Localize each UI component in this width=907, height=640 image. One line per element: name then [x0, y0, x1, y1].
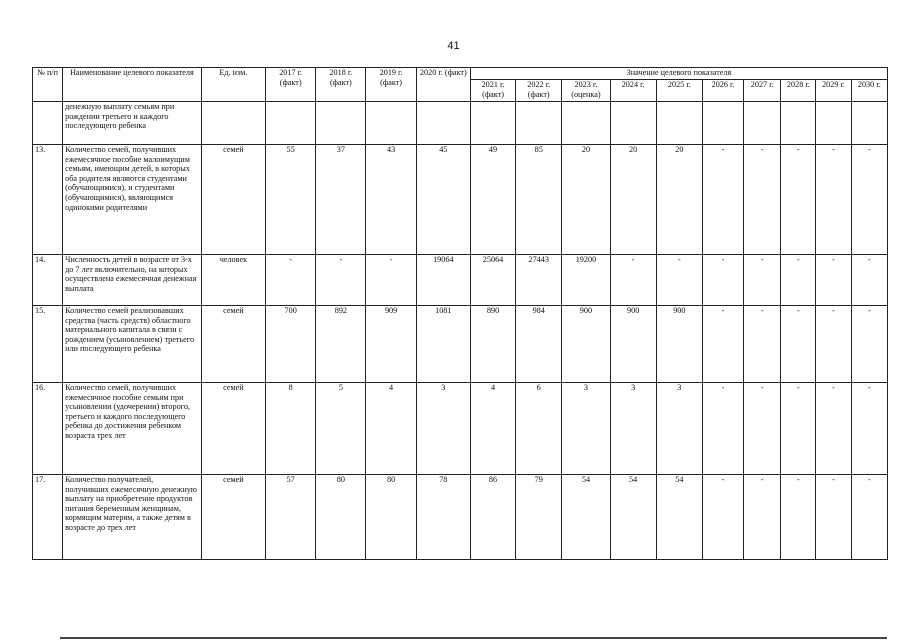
header-2023: 2023 г. (оценка): [562, 80, 610, 102]
value-cell: -: [744, 475, 781, 560]
value-cell: 3: [610, 383, 656, 475]
value-cell: 19200: [562, 255, 610, 306]
value-cell: -: [781, 255, 816, 306]
value-cell: 25064: [470, 255, 515, 306]
value-cell: 37: [316, 145, 366, 255]
value-cell: -: [781, 145, 816, 255]
value-cell: 20: [656, 145, 702, 255]
value-cell: -: [816, 255, 851, 306]
value-cell: -: [816, 306, 851, 383]
value-cell: 900: [610, 306, 656, 383]
value-cell: [816, 102, 851, 145]
row-number: 16.: [33, 383, 63, 475]
value-cell: -: [316, 255, 366, 306]
value-cell: -: [781, 475, 816, 560]
value-cell: -: [816, 145, 851, 255]
value-cell: 3: [656, 383, 702, 475]
value-cell: 86: [470, 475, 515, 560]
value-cell: 19064: [416, 255, 470, 306]
value-cell: 79: [516, 475, 562, 560]
row-number: [33, 102, 63, 145]
indicator-name: Количество получателей, получивших ежемесячную денежную выплату на приобретение продуктов питания беременным женщинам, кормящим матерям, а также детям в возрасте до трех лет: [63, 475, 202, 560]
table-row: [33, 475, 888, 560]
value-cell: 700: [266, 306, 316, 383]
value-cell: 43: [366, 145, 416, 255]
indicator-name: денежную выплату семьям при рождении третьего и каждого последующего ребенка: [63, 102, 202, 145]
value-cell: -: [816, 475, 851, 560]
header-2017: 2017 г. (факт): [266, 68, 316, 102]
table-row: [33, 255, 888, 306]
header-2029: 2029 г.: [816, 80, 851, 102]
table-row: [33, 102, 888, 145]
row-number: 13.: [33, 145, 63, 255]
value-cell: 3: [416, 383, 470, 475]
value-cell: 54: [610, 475, 656, 560]
value-cell: 54: [562, 475, 610, 560]
value-cell: -: [781, 383, 816, 475]
table-row: [33, 383, 888, 475]
table-row: [33, 145, 888, 255]
value-cell: 1081: [416, 306, 470, 383]
value-cell: -: [744, 255, 781, 306]
value-cell: 3: [562, 383, 610, 475]
value-cell: [744, 102, 781, 145]
value-cell: 20: [610, 145, 656, 255]
header-2025: 2025 г.: [656, 80, 702, 102]
value-cell: 27443: [516, 255, 562, 306]
value-cell: 49: [470, 145, 515, 255]
value-cell: [416, 102, 470, 145]
unit-cell: семей: [201, 306, 265, 383]
page-number: 41: [447, 40, 460, 52]
value-cell: 20: [562, 145, 610, 255]
value-cell: 984: [516, 306, 562, 383]
header-2027: 2027 г.: [744, 80, 781, 102]
header-2030: 2030 г.: [851, 80, 887, 102]
unit-cell: семей: [201, 145, 265, 255]
value-cell: 80: [366, 475, 416, 560]
unit-cell: [201, 102, 265, 145]
value-cell: [781, 102, 816, 145]
value-cell: 890: [470, 306, 515, 383]
unit-cell: человек: [201, 255, 265, 306]
value-cell: 85: [516, 145, 562, 255]
value-cell: 8: [266, 383, 316, 475]
value-cell: -: [744, 383, 781, 475]
value-cell: -: [781, 306, 816, 383]
value-cell: [316, 102, 366, 145]
row-number: 17.: [33, 475, 63, 560]
value-cell: [610, 102, 656, 145]
header-2021: 2021 г. (факт): [470, 80, 515, 102]
value-cell: -: [744, 306, 781, 383]
header-2020: 2020 г. (факт): [416, 68, 470, 102]
value-cell: 6: [516, 383, 562, 475]
value-cell: 4: [470, 383, 515, 475]
value-cell: [702, 102, 743, 145]
value-cell: 54: [656, 475, 702, 560]
indicator-name: Количество семей реализовавших средства (часть средств) областного материального капитала в связи с рождением (усыновлением) третьего или последующего ребенка: [63, 306, 202, 383]
value-cell: -: [851, 145, 887, 255]
header-target-group: Значение целевого показателя: [470, 68, 887, 80]
value-cell: -: [702, 306, 743, 383]
value-cell: [656, 102, 702, 145]
header-2028: 2028 г.: [781, 80, 816, 102]
header-2026: 2026 г.: [702, 80, 743, 102]
value-cell: -: [610, 255, 656, 306]
value-cell: [366, 102, 416, 145]
indicator-name: Количество семей, получивших ежемесячное пособие малоимущим семьям, имеющим детей, в которых оба родителя являются студентами (обучающимися), и студентами (обучающимися), являющимся одинокими родителями: [63, 145, 202, 255]
header-2022: 2022 г. (факт): [516, 80, 562, 102]
value-cell: -: [816, 383, 851, 475]
value-cell: [851, 102, 887, 145]
value-cell: -: [744, 145, 781, 255]
value-cell: 892: [316, 306, 366, 383]
indicator-name: Количество семей, получивших ежемесячное пособие семьям при усыновлении (удочерении) второго, третьего и каждого последующего ребенка до достижения ребенком возраста трех лет: [63, 383, 202, 475]
value-cell: [516, 102, 562, 145]
indicator-table: [32, 67, 888, 560]
header-2019: 2019 г. (факт): [366, 68, 416, 102]
value-cell: [266, 102, 316, 145]
value-cell: 55: [266, 145, 316, 255]
value-cell: -: [851, 475, 887, 560]
indicator-name: Численность детей в возрасте от 3-х до 7 лет включительно, на которых осуществлена ежемесячная денежная выплата: [63, 255, 202, 306]
value-cell: -: [366, 255, 416, 306]
value-cell: 45: [416, 145, 470, 255]
value-cell: 909: [366, 306, 416, 383]
header-2018: 2018 г. (факт): [316, 68, 366, 102]
table-row: [33, 306, 888, 383]
header-name: Наименование целевого показателя: [63, 68, 202, 102]
row-number: 14.: [33, 255, 63, 306]
value-cell: 78: [416, 475, 470, 560]
value-cell: 900: [562, 306, 610, 383]
value-cell: 4: [366, 383, 416, 475]
value-cell: -: [702, 383, 743, 475]
value-cell: 5: [316, 383, 366, 475]
scan-edge-line: [60, 637, 887, 639]
value-cell: -: [702, 145, 743, 255]
unit-cell: семей: [201, 383, 265, 475]
value-cell: 900: [656, 306, 702, 383]
header-num: № п/п: [33, 68, 63, 102]
unit-cell: семей: [201, 475, 265, 560]
value-cell: [562, 102, 610, 145]
value-cell: -: [702, 475, 743, 560]
value-cell: -: [851, 255, 887, 306]
value-cell: 80: [316, 475, 366, 560]
value-cell: -: [266, 255, 316, 306]
value-cell: [470, 102, 515, 145]
value-cell: -: [702, 255, 743, 306]
value-cell: -: [851, 383, 887, 475]
value-cell: -: [851, 306, 887, 383]
header-unit: Ед. изм.: [201, 68, 265, 102]
value-cell: 57: [266, 475, 316, 560]
header-2024: 2024 г.: [610, 80, 656, 102]
value-cell: -: [656, 255, 702, 306]
row-number: 15.: [33, 306, 63, 383]
